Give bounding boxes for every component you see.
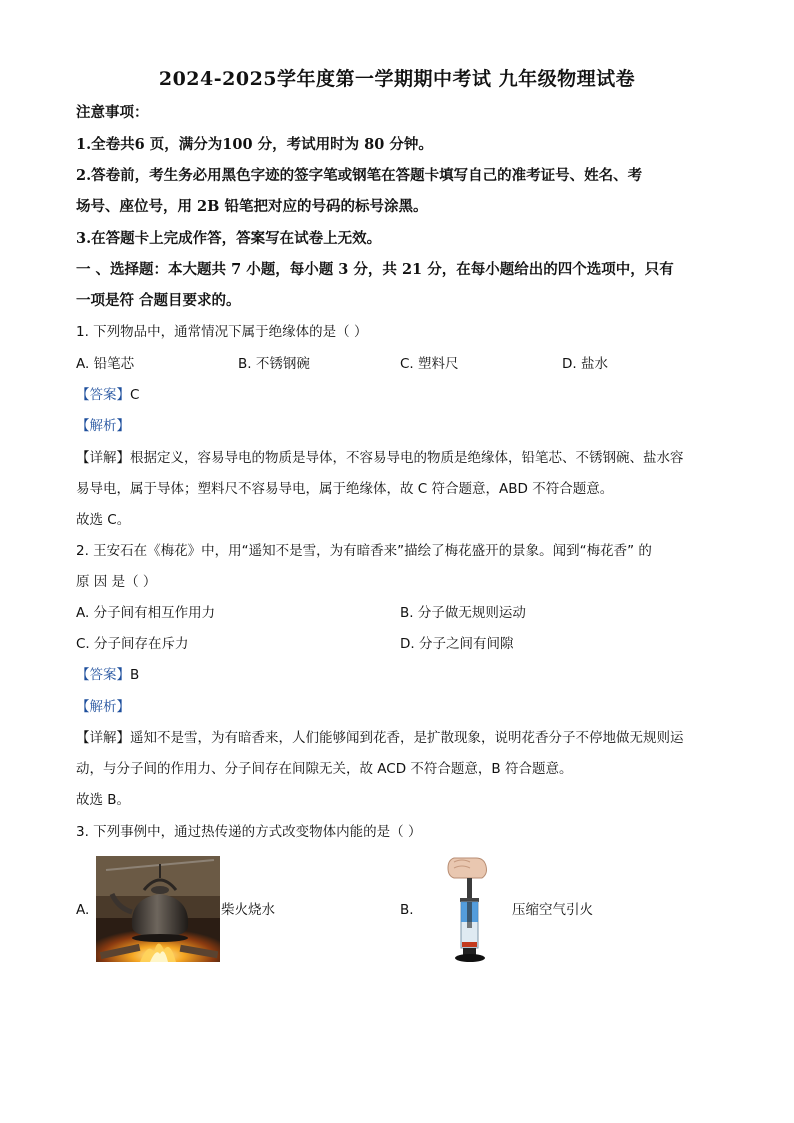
q2-answer [76, 665, 726, 685]
q1-analysis-label: 【解析】 [76, 418, 130, 434]
answer-label: 【答案】 [76, 387, 130, 403]
detail-text: 根据定义，容易导电的物质是导体，不容易导电的物质是绝缘体，铅笔芯、不锈钢碗、盐水容 [130, 450, 684, 466]
detail-label: 【详解】 [76, 730, 130, 746]
section-heading: 一 、选择题：本大题共 7 小题，每小题 3 分，共 21 分，在每小题给出的四个选项中，只有 [76, 261, 674, 278]
q3-stem: 3. 下列事例中，通过热传递的方式改变物体内能的是（ ） [76, 824, 422, 840]
answer-label: 【答案】 [76, 667, 130, 683]
q1-option-b: B. 不锈钢碗 [238, 356, 310, 372]
q1-detail [76, 448, 726, 468]
q3-option-b-letter: B. [400, 902, 414, 918]
q3-option-a-text: 柴火烧水 [221, 902, 275, 918]
q2-option-c: C. 分子间存在斥力 [76, 636, 189, 652]
air-compression-cylinder-image [440, 854, 500, 966]
section-heading-cont: 一项是符 合题目要求的。 [76, 292, 241, 309]
q2-option-a: A. 分子间有相互作用力 [76, 605, 216, 621]
q2-stem-cont: 原 因 是（ ） [76, 574, 157, 590]
kettle-fire-image [96, 856, 220, 962]
answer-value: B [130, 667, 140, 683]
q3-option-b-text: 压缩空气引火 [512, 902, 593, 918]
notice-heading: 注意事项： [76, 104, 149, 121]
q2-stem: 2. 王安石在《梅花》中，用“遥知不是雪，为有暗香来”描绘了梅花盛开的景象。闻到“梅花香” 的 [76, 543, 652, 559]
notice-item: 3.在答题卡上完成作答，答案写在试卷上无效。 [76, 230, 382, 247]
notice-item: 2.答卷前，考生务必用黑色字迹的签字笔或钢笔在答题卡填写自己的准考证号、姓名、考 [76, 167, 643, 184]
q1-conclusion: 故选 C。 [76, 512, 131, 528]
q1-detail-cont: 易导电，属于导体；塑料尺不容易导电，属于绝缘体，故 C 符合题意，ABD 不符合题意。 [76, 481, 614, 497]
q1-option-c: C. 塑料尺 [400, 356, 459, 372]
detail-label: 【详解】 [76, 450, 130, 466]
q2-option-b: B. 分子做无规则运动 [400, 605, 526, 621]
q1-answer [76, 385, 726, 405]
q1-option-d: D. 盐水 [562, 356, 608, 372]
q3-option-a-letter: A. [76, 902, 90, 918]
q1-stem: 1. 下列物品中，通常情况下属于绝缘体的是（ ） [76, 324, 368, 340]
q2-option-d: D. 分子之间有间隙 [400, 636, 514, 652]
notice-item: 场号、座位号，用 2B 铅笔把对应的号码的标号涂黑。 [76, 198, 428, 215]
detail-text: 遥知不是雪，为有暗香来，人们能够闻到花香，是扩散现象，说明花香分子不停地做无规则运 [130, 730, 684, 746]
q2-detail [76, 728, 726, 748]
q2-detail-cont: 动，与分子间的作用力、分子间存在间隙无关，故 ACD 不符合题意，B 符合题意。 [76, 761, 573, 777]
answer-value: C [130, 387, 140, 403]
exam-title: 2024-2025学年度第一学期期中考试 九年级物理试卷 [158, 68, 636, 90]
notice-item: 1.全卷共6 页，满分为100 分，考试用时为 80 分钟。 [76, 136, 433, 153]
q1-option-a: A. 铅笔芯 [76, 356, 135, 372]
q2-analysis-label: 【解析】 [76, 699, 130, 715]
q2-conclusion: 故选 B。 [76, 792, 131, 808]
